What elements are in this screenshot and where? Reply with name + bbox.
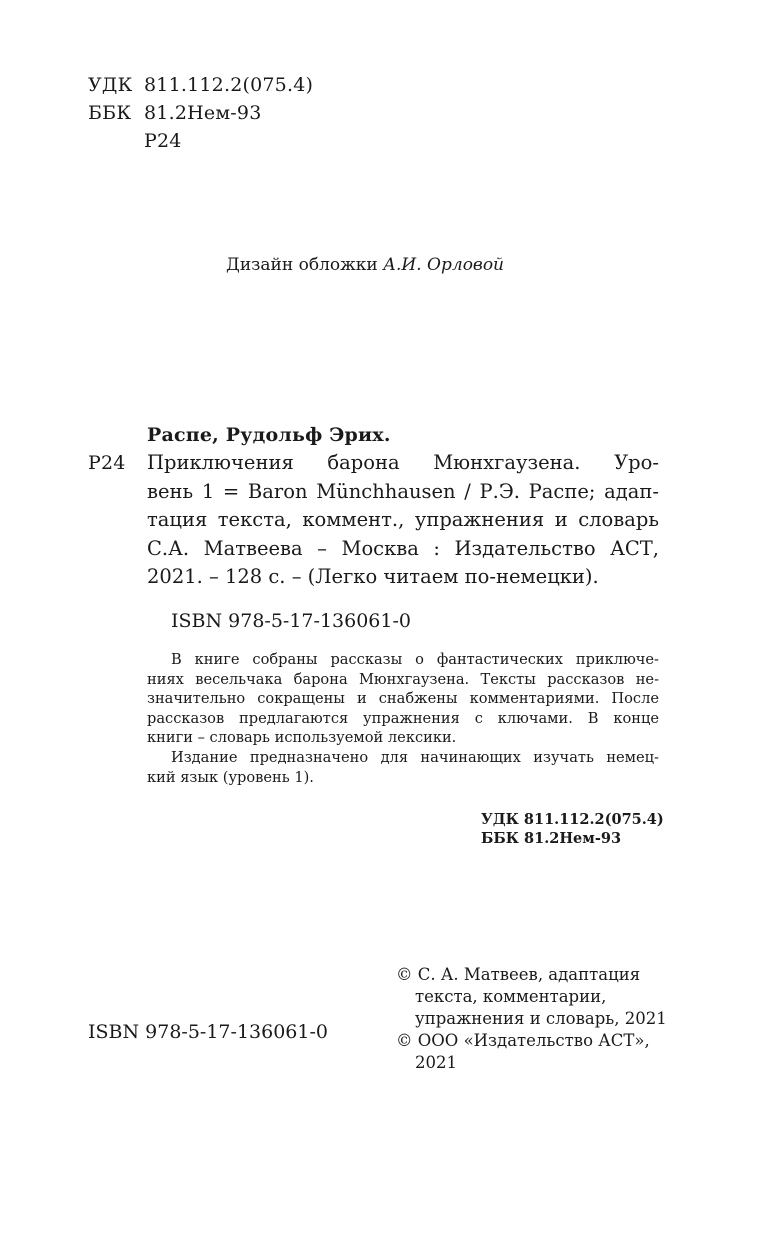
annotation-line: значительно сокращены и снабжены комментариями. После [147, 690, 659, 708]
annotation [147, 650, 659, 787]
author-mark-top: Р24 [144, 130, 182, 152]
credit-prefix: Дизайн обложки [226, 255, 378, 275]
record-line: тация текста, коммент., упражнения и словарь [147, 508, 659, 531]
annotation-line: В книге собраны рассказы о фантастических приключе- [171, 651, 659, 668]
copyright-line: упражнения и словарь, 2021 [415, 1009, 667, 1028]
udk-bottom: УДК 811.112.2(075.4) [481, 811, 664, 828]
annotation-line: Издание предназначено для начинающих изучать немец- [171, 748, 659, 766]
annotation-line: ниях весельчака барона Мюнхгаузена. Тексты рассказов не- [147, 670, 659, 688]
bbk-bottom: ББК 81.2Нем-93 [481, 830, 622, 847]
record-author-heading: Распе, Рудольф Эрих. [147, 424, 391, 446]
record-isbn: ISBN 978-5-17-136061-0 [171, 610, 411, 632]
record-line: С.А. Матвеева – Москва : Издательство АСТ, [147, 536, 659, 560]
bbk-value: 81.2Нем-93 [144, 102, 262, 124]
bbk-line [88, 101, 262, 126]
record-line: вень 1 = Baron Münchhausen / Р.Э. Распе; адап- [147, 479, 659, 503]
record-description [147, 449, 659, 592]
cover-design-credit [226, 254, 504, 276]
annotation-line: книги – словарь используемой лексики. [147, 729, 457, 747]
bbk-label: ББК [88, 102, 132, 124]
copyright-line: 2021 [415, 1053, 457, 1072]
record-line: Приключения барона Мюнхгаузена. Уро- [147, 451, 659, 474]
isbn-bottom: ISBN 978-5-17-136061-0 [88, 1021, 328, 1043]
annotation-line: кий язык (уровень 1). [147, 768, 314, 786]
credit-designer: А.И. Орловой [383, 255, 505, 275]
udk-line [88, 73, 313, 98]
copyright-line: © ООО «Издательство АСТ», [396, 1031, 650, 1050]
copyright-line: © С. А. Матвеев, адаптация [396, 965, 641, 984]
record-line: 2021. – 128 с. – (Легко читаем по-немецки). [147, 565, 599, 588]
udk-label: УДК [88, 74, 133, 96]
copyright-line: текста, комментарии, [415, 987, 607, 1006]
annotation-line: рассказов предлагаются упражнения с ключами. В конце [147, 709, 659, 727]
record-author-mark: Р24 [88, 452, 126, 474]
udk-value: 811.112.2(075.4) [144, 74, 314, 96]
